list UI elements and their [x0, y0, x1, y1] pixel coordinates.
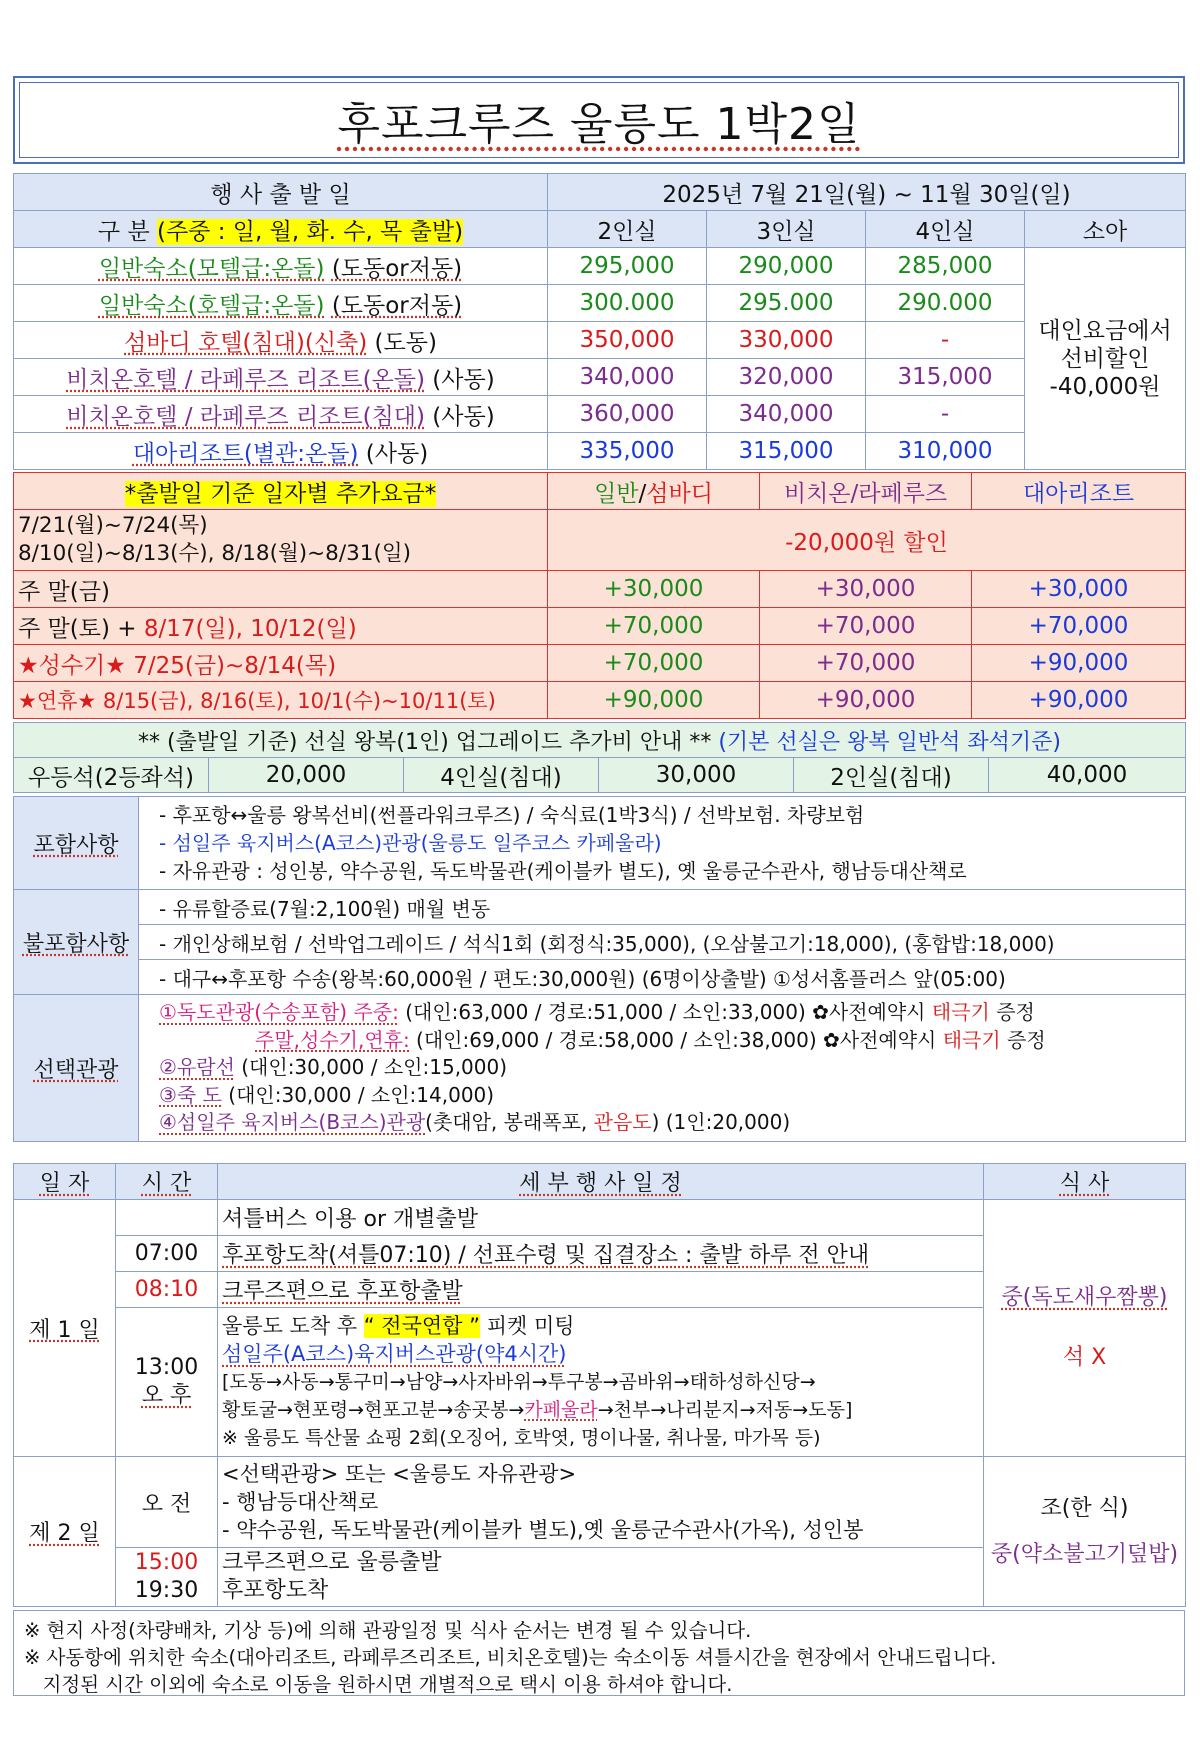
time-cell — [116, 1548, 218, 1607]
included-label — [14, 797, 139, 890]
price-name-text: 비치온호텔 / 라페루즈 리조트(침대) — [66, 403, 425, 430]
detail-cell — [218, 1548, 984, 1607]
child-note — [1025, 248, 1186, 470]
opt-bus-b: ④섬일주 육지버스(B코스)관광 — [159, 1110, 426, 1135]
category-header — [14, 211, 548, 248]
opt-cruise: ②유람선 — [159, 1055, 235, 1080]
opt-gwaneumdo: 관음도 — [593, 1110, 652, 1135]
surcharge-c: +30,000 — [972, 571, 1186, 608]
detail-text: 울릉도 도착 후 — [222, 1314, 364, 1338]
price-name-text: 비치온호텔 / 라페루즈 리조트(온돌) — [66, 366, 425, 393]
discount-value: -20,000원 할인 — [548, 510, 1186, 571]
included-line: - 섬일주 육지버스(A코스)관광(울릉도 일주코스 카페울라) — [159, 831, 662, 855]
surcharge-header-row — [14, 473, 1186, 510]
surcharge-label: 주 말(금) — [14, 571, 548, 608]
detail-line: - 약수공원, 독도박물관(케이블카 별도),옛 울릉군수관사(가옥), 성인봉 — [222, 1518, 864, 1542]
detail-text: →천부→나리분지→저동→도동] — [597, 1399, 853, 1421]
header-meal-text: 식 사 — [1059, 1171, 1110, 1196]
upgrade-label: 2인실(침대) — [794, 758, 989, 793]
surcharge-label-extra: 8/17(일), 10/12(일) — [143, 615, 357, 642]
time-cell: 07:00 — [116, 1236, 218, 1272]
detail-line — [222, 1312, 979, 1340]
excluded-row — [14, 960, 1186, 995]
note-line: ※ 사동항에 위치한 숙소(대아리조트, 라페루즈리조트, 비치온호텔)는 숙소이동 셔틀시간을 현장에서 안내드립니다. — [24, 1646, 997, 1669]
opt-flag: 태극기 — [942, 1027, 1001, 1052]
detail-line: 후포항도착 — [222, 1578, 329, 1603]
detail-line — [222, 1396, 979, 1424]
opt-weekend: 주말,성수기,연휴: — [255, 1027, 410, 1052]
title-inner — [19, 82, 1179, 158]
price-3p: 295.000 — [707, 285, 866, 322]
day2-label-text: 제 2 일 — [29, 1521, 100, 1546]
price-name — [14, 322, 548, 359]
detail-line: ※ 울릉도 특산물 쇼핑 2회(오징어, 호박엿, 명이나물, 취나물, 마가목 등) — [222, 1427, 821, 1449]
col-a-sep: / — [638, 480, 647, 507]
discount-dates — [14, 510, 548, 571]
price-name-text: 섬바디 호텔(침대)(신축) — [124, 329, 368, 356]
price-2p: 335,000 — [548, 433, 707, 470]
detail-line: <선택관광> 또는 <울릉도 자유관광> — [222, 1462, 577, 1486]
surcharge-row — [14, 645, 1186, 682]
detail-text: 후포항도착(셔틀07:10) / 선표수령 및 집결장소 : 출발 하루 전 안내 — [222, 1243, 870, 1268]
excluded-line: - 대구↔후포항 수송(왕복:60,000원 / 편도:30,000원) (6명이상출발) ①성서홈플러스 앞(05:00) — [139, 960, 1186, 995]
opt-dokdo: ①독도관광(수송포함) 주중: — [159, 1000, 399, 1025]
weekday-note: (주중 : 일, 월, 화. 수, 목 출발) — [156, 218, 464, 245]
excluded-line: - 개인상해보험 / 선박업그레이드 / 석식1회 (회정식:35,000), (오삼불고기:18,000), (홍합밥:18,000) — [139, 925, 1186, 960]
upgrade-label: 4인실(침대) — [404, 758, 599, 793]
price-loc: (도동or저동) — [331, 292, 463, 319]
header-detail-text: 세 부 행 사 일 정 — [519, 1171, 682, 1196]
opt-dokdo-price: (대인:63,000 / 경로:51,000 / 소인:33,000) ✿사전예약시 — [398, 1000, 932, 1025]
price-name-text: 일반숙소(호텔급:온돌) — [98, 292, 325, 319]
upgrade-title-row — [14, 723, 1186, 758]
price-3p: 315,000 — [707, 433, 866, 470]
schedule-row — [14, 1200, 1186, 1236]
opt-bus-b-detail: (촛대암, 봉래폭포, — [425, 1110, 594, 1135]
included-lines — [139, 797, 1186, 890]
price-row — [14, 248, 1186, 285]
detail-highlight: “ 전국연합 ” — [363, 1314, 481, 1338]
price-3p: 290,000 — [707, 248, 866, 285]
surcharge-a: +30,000 — [548, 571, 760, 608]
surcharge-header — [14, 473, 548, 510]
surcharge-c: +70,000 — [972, 608, 1186, 645]
note-line: ※ 현지 사정(차량배차, 기상 등)에 의해 관광일정 및 식사 순서는 변경 될 수 있습니다. — [24, 1619, 752, 1642]
opt-jukdo: ③죽 도 — [159, 1082, 222, 1107]
price-row — [14, 433, 1186, 470]
surcharge-col-b: 비치온/라페루즈 — [760, 473, 972, 510]
surcharge-b: +70,000 — [760, 645, 972, 682]
col-a-1: 일반 — [594, 480, 639, 507]
opt-gift: 증정 — [1000, 1027, 1046, 1052]
price-name — [14, 248, 548, 285]
included-line: - 자유관광 : 성인봉, 약수공원, 독도박물관(케이블카 별도), 옛 울릉군수관사, 행남등대산책로 — [159, 859, 967, 883]
surcharge-label — [14, 608, 548, 645]
header-day-text: 일 자 — [39, 1171, 90, 1196]
optional-line-5 — [159, 1109, 1181, 1137]
discount-row — [14, 510, 1186, 571]
price-name — [14, 359, 548, 396]
optional-line-2 — [159, 1027, 1181, 1055]
meal-lunch: 중(독도새우짬뽕) — [1001, 1285, 1168, 1310]
upgrade-title-b: (기본 선실은 왕복 일반석 좌석기준) — [718, 729, 1062, 755]
included-label-text: 포함사항 — [33, 832, 119, 858]
excluded-label-text: 불포함사항 — [22, 931, 130, 957]
detail-cell — [218, 1308, 984, 1457]
period-label: 행 사 출 발 일 — [14, 174, 548, 211]
surcharge-label: ★연휴★ 8/15(금), 8/16(토), 10/1(수)~10/11(토) — [14, 682, 548, 719]
upgrade-value: 20,000 — [209, 758, 404, 793]
period-row — [14, 174, 1186, 211]
price-name — [14, 396, 548, 433]
day1-label-text: 제 1 일 — [29, 1317, 100, 1343]
price-4p: - — [866, 322, 1025, 359]
detail-cell: 셔틀버스 이용 or 개별출발 — [218, 1200, 984, 1236]
price-table — [13, 173, 1186, 470]
header-child: 소아 — [1025, 211, 1186, 248]
detail-line: 크루즈편으로 울릉출발 — [222, 1550, 442, 1575]
meal-lunch: 중(약소불고기덮밥) — [990, 1541, 1179, 1567]
surcharge-table — [13, 472, 1186, 719]
header-3p: 3인실 — [707, 211, 866, 248]
price-row — [14, 396, 1186, 433]
price-3p: 340,000 — [707, 396, 866, 433]
child-note-line: 선비할인 — [1060, 345, 1150, 372]
time-text: 15:00 — [134, 1550, 199, 1575]
price-2p: 295,000 — [548, 248, 707, 285]
optional-label — [14, 995, 139, 1142]
surcharge-row — [14, 682, 1186, 719]
price-loc: (사동) — [432, 403, 495, 430]
price-name — [14, 433, 548, 470]
price-2p: 350,000 — [548, 322, 707, 359]
price-2p: 300.000 — [548, 285, 707, 322]
time-text: 13:00 — [134, 1355, 199, 1380]
time-cell: 오 전 — [116, 1457, 218, 1548]
upgrade-values-row — [14, 758, 1186, 793]
surcharge-a: +70,000 — [548, 645, 760, 682]
schedule-header-row — [14, 1164, 1186, 1200]
time-cell — [116, 1308, 218, 1457]
discount-date-line: 7/21(월)~7/24(목) — [18, 513, 208, 538]
surcharge-c: +90,000 — [972, 645, 1186, 682]
price-4p: 290.000 — [866, 285, 1025, 322]
surcharge-c: +90,000 — [972, 682, 1186, 719]
included-line: - 후포항↔울릉 왕복선비(썬플라워크루즈) / 숙식료(1박3식) / 선박보험. 차량보험 — [159, 803, 865, 827]
period-value: 2025년 7월 21일(월) ~ 11월 30일(일) — [548, 174, 1186, 211]
opt-jukdo-price: (대인:30,000 / 소인:14,000) — [221, 1082, 495, 1107]
day1-meals — [984, 1200, 1186, 1457]
opt-flag: 태극기 — [931, 1000, 990, 1025]
upgrade-title — [14, 723, 1186, 758]
discount-date-line: 8/10(일)~8/13(수), 8/18(월)~8/31(일) — [18, 541, 411, 566]
upgrade-value: 30,000 — [599, 758, 794, 793]
price-loc: (도동) — [374, 329, 437, 356]
info-table — [13, 796, 1186, 1142]
included-row — [14, 797, 1186, 890]
surcharge-a: +70,000 — [548, 608, 760, 645]
opt-gift: 증정 — [989, 1000, 1035, 1025]
surcharge-col-c: 대아리조트 — [972, 473, 1186, 510]
excluded-row — [14, 890, 1186, 925]
surcharge-col-a — [548, 473, 760, 510]
upgrade-label: 우등석(2등좌석) — [14, 758, 209, 793]
price-name-text: 대아리조트(별관:온돌) — [132, 440, 359, 467]
excluded-line: - 유류할증료(7월:2,100원) 매월 변동 — [139, 890, 1186, 925]
price-loc: (도동or저동) — [331, 255, 463, 282]
header-time — [116, 1164, 218, 1200]
price-loc: (사동) — [365, 440, 429, 467]
opt-bus-b-price: ) (1인:20,000) — [651, 1110, 791, 1135]
header-day — [14, 1164, 116, 1200]
price-3p: 330,000 — [707, 322, 866, 359]
detail-cell — [218, 1272, 984, 1308]
detail-text: 크루즈편으로 후포항출발 — [222, 1279, 463, 1304]
upgrade-table — [13, 722, 1186, 793]
surcharge-label-text: 주 말(토) + — [18, 615, 144, 642]
price-4p: 310,000 — [866, 433, 1025, 470]
price-row — [14, 359, 1186, 396]
excluded-label — [14, 890, 139, 995]
price-name-text: 일반숙소(모텔급:온돌) — [98, 255, 325, 282]
detail-text: 황토굴→현포령→현포고분→송곳봉→ — [222, 1399, 525, 1421]
time-text: 19:30 — [134, 1578, 199, 1603]
surcharge-label: ★성수기★ 7/25(금)~8/14(목) — [14, 645, 548, 682]
schedule-table — [13, 1163, 1186, 1607]
price-4p: 285,000 — [866, 248, 1025, 285]
optional-line-3 — [159, 1054, 1181, 1082]
optional-label-text: 선택관광 — [33, 1057, 119, 1083]
price-loc: (사동) — [432, 366, 495, 393]
optional-line-4 — [159, 1082, 1181, 1110]
opt-cruise-price: (대인:30,000 / 소인:15,000) — [234, 1055, 508, 1080]
title-box — [13, 76, 1185, 164]
detail-cafe: 카페울라 — [524, 1399, 598, 1421]
surcharge-row — [14, 571, 1186, 608]
day1-label — [14, 1200, 116, 1457]
day2-meals — [984, 1457, 1186, 1607]
surcharge-row — [14, 608, 1186, 645]
price-name — [14, 285, 548, 322]
detail-text: 피켓 미팅 — [480, 1314, 575, 1338]
optional-lines — [139, 995, 1186, 1142]
header-2p: 2인실 — [548, 211, 707, 248]
surcharge-header-text: *출발일 기준 일자별 추가요금* — [124, 480, 437, 507]
optional-line-1 — [159, 999, 1181, 1027]
meal-breakfast: 조(한 식) — [1040, 1495, 1129, 1521]
time-cell — [116, 1200, 218, 1236]
header-detail — [218, 1164, 984, 1200]
price-row — [14, 322, 1186, 359]
col-a-2: 섬바디 — [646, 480, 713, 507]
header-time-text: 시 간 — [141, 1171, 192, 1196]
upgrade-value: 40,000 — [989, 758, 1186, 793]
price-header-row — [14, 211, 1186, 248]
price-2p: 360,000 — [548, 396, 707, 433]
time-cell: 08:10 — [116, 1272, 218, 1308]
time-text: 오 후 — [141, 1383, 192, 1408]
detail-line: 섬일주(A코스)육지버스관광(약4시간) — [222, 1342, 567, 1366]
price-2p: 340,000 — [548, 359, 707, 396]
category-label: 구 분 — [97, 218, 150, 245]
detail-cell — [218, 1236, 984, 1272]
surcharge-b: +30,000 — [760, 571, 972, 608]
header-4p: 4인실 — [866, 211, 1025, 248]
detail-line: [도동→사동→통구미→남양→사자바위→투구봉→곰바위→태하성하신당→ — [222, 1371, 816, 1393]
surcharge-a: +90,000 — [548, 682, 760, 719]
upgrade-title-a: ** (출발일 기준) 선실 왕복(1인) 업그레이드 추가비 안내 ** — [138, 729, 712, 755]
price-4p: - — [866, 396, 1025, 433]
excluded-row — [14, 925, 1186, 960]
optional-row — [14, 995, 1186, 1142]
price-3p: 320,000 — [707, 359, 866, 396]
note-line: 지정된 시간 이외에 숙소로 이동을 원하시면 개별적으로 택시 이용 하셔야 합니다. — [24, 1673, 733, 1696]
meal-dinner: 석 X — [1062, 1345, 1107, 1370]
child-note-line: -40,000원 — [1049, 373, 1161, 400]
opt-weekend-price: (대인:69,000 / 경로:58,000 / 소인:38,000) ✿사전예약시 — [409, 1027, 943, 1052]
page-title: 후포크루즈 울릉도 1박2일 — [337, 99, 861, 150]
detail-cell — [218, 1457, 984, 1548]
price-4p: 315,000 — [866, 359, 1025, 396]
header-meal — [984, 1164, 1186, 1200]
surcharge-b: +90,000 — [760, 682, 972, 719]
detail-line: - 행남등대산책로 — [222, 1490, 379, 1514]
day2-label — [14, 1457, 116, 1607]
surcharge-b: +70,000 — [760, 608, 972, 645]
price-row — [14, 285, 1186, 322]
schedule-row — [14, 1457, 1186, 1548]
child-note-line: 대인요금에서 — [1038, 317, 1172, 344]
notes-box — [13, 1610, 1185, 1696]
